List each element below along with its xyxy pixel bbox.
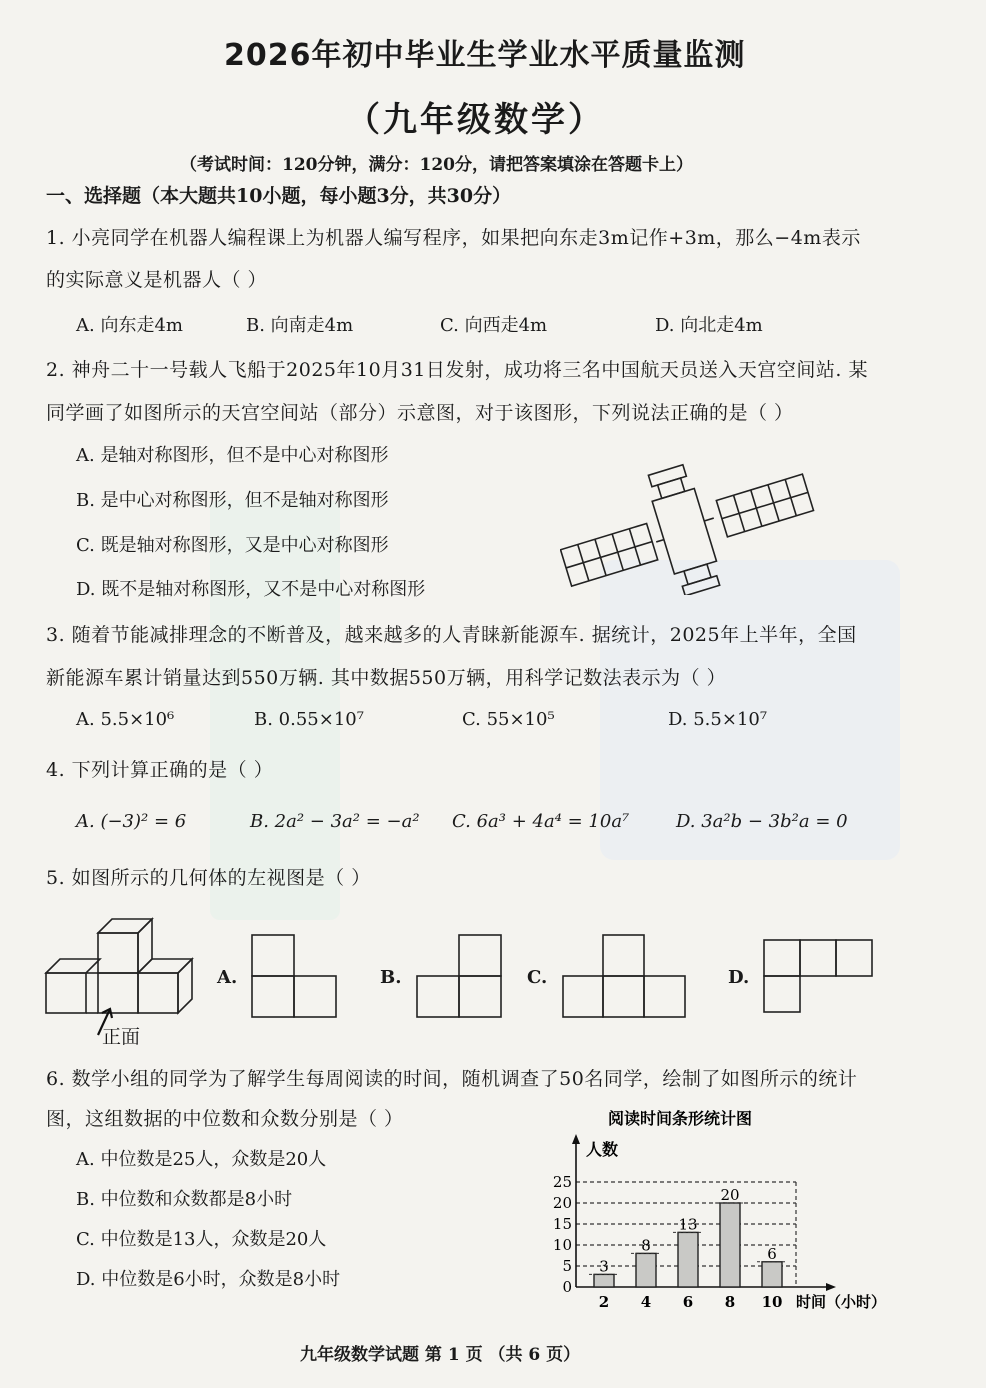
q4-option-d: D. 3a²b − 3b²a = 0 <box>676 811 848 832</box>
section-heading: 一、选择题（本大题共10小题，每小题3分，共30分） <box>46 185 512 207</box>
chart-title: 阅读时间条形统计图 <box>608 1109 753 1128</box>
q6-option-a: A. 中位数是25人，众数是20人 <box>76 1149 327 1170</box>
chart-x-tick-label: 10 <box>761 1293 783 1311</box>
q6-option-c: C. 中位数是13人，众数是20人 <box>76 1229 327 1250</box>
q6-option-b: B. 中位数和众数都是8小时 <box>76 1189 293 1210</box>
question-1-line2: 的实际意义是机器人（ ） <box>46 269 268 291</box>
question-4-line1: 4. 下列计算正确的是（ ） <box>46 759 274 781</box>
chart-x-axis-arrow <box>826 1283 836 1291</box>
question-5-line1: 5. 如图所示的几何体的左视图是（ ） <box>46 867 371 889</box>
chart-bar <box>762 1262 782 1287</box>
question-2-line1: 2. 神舟二十一号载人飞船于2025年10月31日发射，成功将三名中国航天员送入天宫空间站. 某 <box>46 359 868 381</box>
q1-option-b: B. 向南走4m <box>246 315 354 336</box>
q5-option-d-figure <box>762 938 874 1018</box>
q5-option-a-label: A. <box>217 967 238 988</box>
chart-bar <box>720 1203 740 1287</box>
chart-x-tick-label: 6 <box>682 1293 694 1311</box>
q2-option-c: C. 既是轴对称图形，又是中心对称图形 <box>76 535 389 556</box>
q5-option-a-figure <box>250 933 340 1019</box>
question-6-line2: 图，这组数据的中位数和众数分别是（ ） <box>46 1108 404 1130</box>
chart-x-tick-label: 4 <box>640 1293 652 1311</box>
q4-option-b: B. 2a² − 3a² = −a² <box>250 811 420 832</box>
q5-option-d-label: D. <box>728 967 750 988</box>
q4-option-a: A. (−3)² = 6 <box>76 811 187 832</box>
q2-option-d: D. 既不是轴对称图形，又不是中心对称图形 <box>76 579 426 600</box>
q5-option-c-figure <box>561 933 689 1019</box>
chart-data-label: 13 <box>678 1215 698 1234</box>
q1-option-c: C. 向西走4m <box>440 315 548 336</box>
chart-y-tick-label: 20 <box>552 1194 572 1212</box>
front-view-label: 正面 <box>102 1026 141 1048</box>
page-footer: 九年级数学试题 第 1 页 （共 6 页） <box>300 1345 581 1365</box>
question-6-line1: 6. 数学小组的同学为了解学生每周阅读的时间，随机调查了50名同学，绘制了如图所示的统计 <box>46 1068 858 1090</box>
q1-option-d: D. 向北走4m <box>655 315 763 336</box>
chart-y-tick-label: 10 <box>552 1236 572 1254</box>
q6-option-d: D. 中位数是6小时，众数是8小时 <box>76 1269 341 1290</box>
chart-data-label: 3 <box>599 1257 609 1276</box>
q3-option-d: D. 5.5×10⁷ <box>668 709 768 730</box>
chart-y-tick-label: 25 <box>552 1173 572 1191</box>
exam-note: （考试时间：120分钟，满分：120分，请把答案填涂在答题卡上） <box>180 155 693 175</box>
reading-time-bar-chart <box>540 1100 900 1320</box>
question-1-line1: 1. 小亮同学在机器人编程课上为机器人编写程序，如果把向东走3m记作+3m，那么−4m表示 <box>46 227 861 249</box>
question-3-line2: 新能源车累计销量达到550万辆. 其中数据550万辆，用科学记数法表示为（ ） <box>46 667 727 689</box>
q2-option-b: B. 是中心对称图形，但不是轴对称图形 <box>76 490 389 511</box>
chart-x-tick-label: 2 <box>598 1293 610 1311</box>
q5-option-b-figure <box>415 933 505 1019</box>
q2-option-a: A. 是轴对称图形，但不是中心对称图形 <box>76 445 389 466</box>
chart-y-tick-label: 15 <box>552 1215 572 1233</box>
chart-x-tick-label: 8 <box>724 1293 736 1311</box>
page-title: 2026年初中毕业生学业水平质量监测 <box>224 38 746 73</box>
chart-y-tick-label: 5 <box>562 1257 572 1275</box>
chart-bar <box>594 1274 614 1287</box>
q3-option-a: A. 5.5×10⁶ <box>76 709 175 730</box>
chart-data-label: 20 <box>720 1186 740 1204</box>
chart-data-label: 6 <box>767 1244 777 1263</box>
question-3-line1: 3. 随着节能减排理念的不断普及，越来越多的人青睐新能源车. 据统计，2025年上半年，全国 <box>46 624 857 646</box>
chart-xlabel: 时间（小时） <box>796 1293 887 1311</box>
chart-y-axis-arrow <box>572 1134 580 1144</box>
q4-option-c: C. 6a³ + 4a⁴ = 10a⁷ <box>452 811 630 832</box>
chart-bar <box>636 1253 656 1287</box>
q5-option-b-label: B. <box>380 967 402 988</box>
q1-option-a: A. 向东走4m <box>76 315 183 336</box>
q3-option-c: C. 55×10⁵ <box>462 709 555 730</box>
page-subtitle: （九年级数学） <box>346 100 605 140</box>
space-station-figure <box>560 455 820 595</box>
q3-option-b: B. 0.55×10⁷ <box>254 709 364 730</box>
chart-y-tick-label: 0 <box>562 1278 572 1296</box>
chart-data-label: 8 <box>641 1236 651 1255</box>
question-2-line2: 同学画了如图所示的天宫空间站（部分）示意图，对于该图形，下列说法正确的是（ ） <box>46 402 794 424</box>
q5-option-c-label: C. <box>527 967 548 988</box>
chart-bar <box>678 1232 698 1287</box>
chart-ylabel: 人数 <box>586 1140 619 1159</box>
